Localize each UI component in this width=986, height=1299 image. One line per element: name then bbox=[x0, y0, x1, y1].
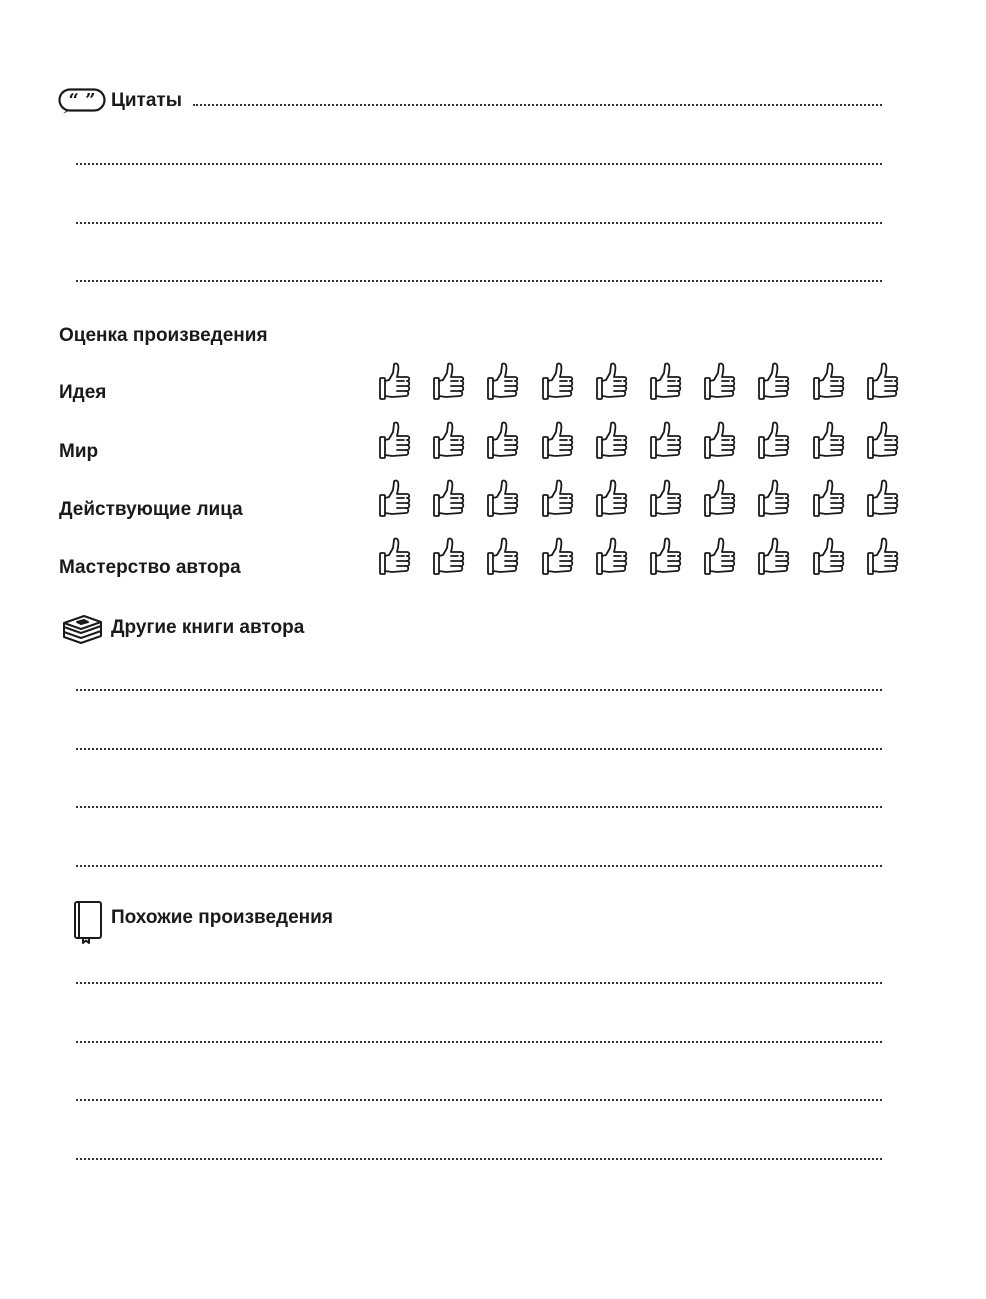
thumbs-up-icon[interactable] bbox=[595, 361, 629, 401]
thumbs-up-icon[interactable] bbox=[649, 478, 683, 518]
thumbs-up-icon[interactable] bbox=[541, 478, 575, 518]
thumbs-up-icon[interactable] bbox=[541, 361, 575, 401]
thumbs-up-icon[interactable] bbox=[595, 536, 629, 576]
similar-line-3[interactable] bbox=[76, 1099, 882, 1101]
thumbs-up-icon[interactable] bbox=[486, 361, 520, 401]
similar-line-2[interactable] bbox=[76, 1041, 882, 1043]
thumbs-up-icon[interactable] bbox=[541, 420, 575, 460]
thumbs-up-icon[interactable] bbox=[541, 536, 575, 576]
thumbs-up-icon[interactable] bbox=[649, 361, 683, 401]
thumbs-up-icon[interactable] bbox=[703, 420, 737, 460]
thumbs-up-icon[interactable] bbox=[812, 420, 846, 460]
criterion-label-craft: Мастерство автора bbox=[59, 557, 241, 578]
thumbs-up-icon[interactable] bbox=[812, 361, 846, 401]
thumbs-up-icon[interactable] bbox=[757, 361, 791, 401]
book-stack-icon bbox=[60, 613, 104, 647]
thumbs-up-icon[interactable] bbox=[649, 536, 683, 576]
other-books-line-1[interactable] bbox=[76, 689, 882, 691]
other-books-line-3[interactable] bbox=[76, 806, 882, 808]
thumbs-up-icon[interactable] bbox=[812, 536, 846, 576]
other-books-title: Другие книги автора bbox=[111, 617, 305, 638]
thumbs-up-icon[interactable] bbox=[866, 361, 900, 401]
quotes-line-1[interactable] bbox=[193, 104, 882, 106]
other-books-line-2[interactable] bbox=[76, 748, 882, 750]
thumbs-up-icon[interactable] bbox=[866, 478, 900, 518]
thumbs-up-icon[interactable] bbox=[595, 420, 629, 460]
quotes-title: Цитаты bbox=[111, 90, 182, 111]
thumbs-up-icon[interactable] bbox=[866, 420, 900, 460]
thumbs-up-icon[interactable] bbox=[703, 536, 737, 576]
criterion-label-characters: Действующие лица bbox=[59, 499, 243, 520]
thumbs-up-icon[interactable] bbox=[703, 478, 737, 518]
thumbs-up-icon[interactable] bbox=[649, 420, 683, 460]
thumbs-up-icon[interactable] bbox=[378, 478, 412, 518]
criterion-label-idea: Идея bbox=[59, 382, 107, 403]
thumbs-up-icon[interactable] bbox=[432, 420, 466, 460]
quotes-line-4[interactable] bbox=[76, 280, 882, 282]
thumbs-up-icon[interactable] bbox=[432, 478, 466, 518]
similar-works-title: Похожие произведения bbox=[111, 907, 333, 928]
thumbs-up-icon[interactable] bbox=[378, 420, 412, 460]
other-books-line-4[interactable] bbox=[76, 865, 882, 867]
similar-line-1[interactable] bbox=[76, 982, 882, 984]
criterion-label-world: Мир bbox=[59, 441, 99, 462]
thumbs-up-icon[interactable] bbox=[486, 478, 520, 518]
thumbs-up-icon[interactable] bbox=[486, 420, 520, 460]
thumbs-up-icon[interactable] bbox=[595, 478, 629, 518]
thumbs-up-icon[interactable] bbox=[432, 361, 466, 401]
quotes-line-3[interactable] bbox=[76, 222, 882, 224]
rating-title: Оценка произведения bbox=[59, 325, 268, 346]
thumbs-up-icon[interactable] bbox=[378, 361, 412, 401]
quote-bubble-icon bbox=[58, 88, 106, 114]
thumbs-up-icon[interactable] bbox=[812, 478, 846, 518]
thumbs-up-icon[interactable] bbox=[866, 536, 900, 576]
bookmark-book-icon bbox=[73, 900, 103, 944]
thumbs-up-icon[interactable] bbox=[378, 536, 412, 576]
similar-line-4[interactable] bbox=[76, 1158, 882, 1160]
thumbs-up-icon[interactable] bbox=[703, 361, 737, 401]
quotes-line-2[interactable] bbox=[76, 163, 882, 165]
svg-text:“ ”: “ ” bbox=[68, 90, 96, 111]
thumbs-up-icon[interactable] bbox=[432, 536, 466, 576]
thumbs-up-icon[interactable] bbox=[757, 478, 791, 518]
thumbs-up-icon[interactable] bbox=[757, 420, 791, 460]
thumbs-up-icon[interactable] bbox=[486, 536, 520, 576]
thumbs-up-icon[interactable] bbox=[757, 536, 791, 576]
